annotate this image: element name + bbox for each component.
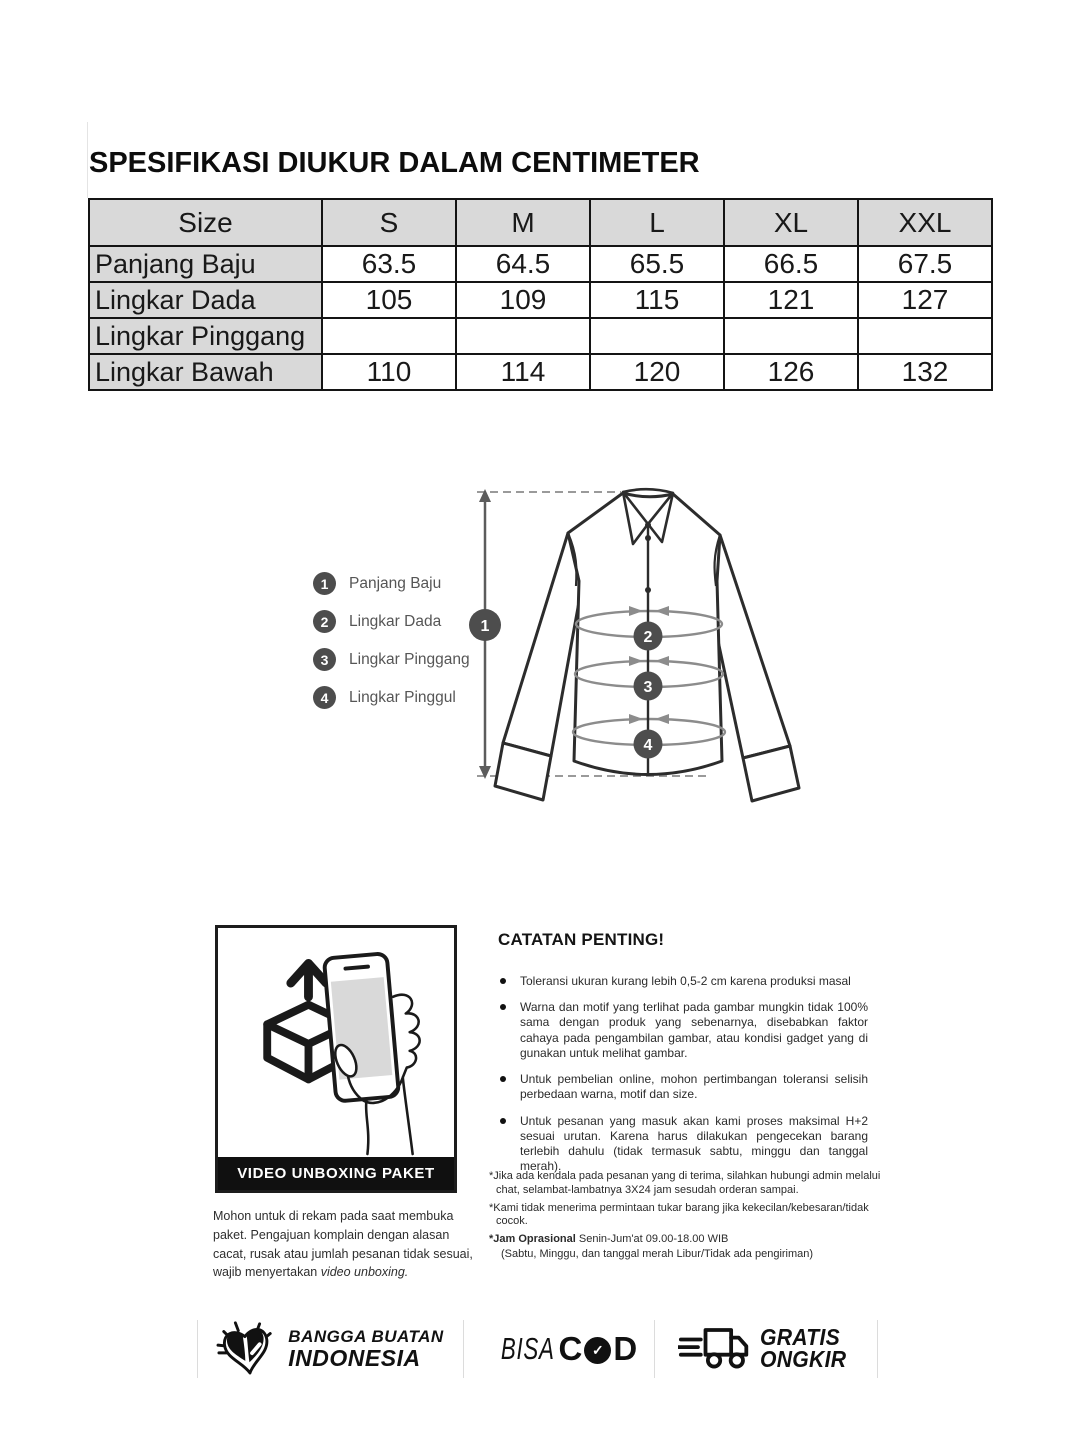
legend-label: Lingkar Dada (349, 612, 442, 630)
free-shipping-line1: GRATIS (760, 1324, 841, 1351)
table-cell (590, 318, 724, 354)
cod-check-icon: ✓ (584, 1337, 611, 1364)
legend-item (313, 648, 470, 671)
note-bullet: Untuk pembelian online, mohon pertimbangan toleransi selisih perbedaan warna, motif dan size. (498, 1072, 868, 1102)
shirt-diagram-illustration (455, 478, 845, 823)
made-in-line2: INDONESIA (288, 1344, 421, 1371)
cod-text (558, 1330, 637, 1368)
cod-letter-d: D (613, 1330, 638, 1367)
table-cell: 67.5 (858, 246, 992, 282)
footnote-bold: *Jam Oprasional (489, 1233, 576, 1245)
free-shipping-text (760, 1324, 847, 1372)
footnotes (489, 1170, 889, 1262)
legend-number-badge: 2 (313, 610, 336, 633)
col-header-l: L (590, 199, 724, 246)
col-header-m: M (456, 199, 590, 246)
table-cell: 132 (858, 354, 992, 390)
table-cell (724, 318, 858, 354)
badge-bisa-cod (463, 1318, 654, 1380)
badge-gratis-ongkir (654, 1318, 878, 1380)
legend-number-badge: 3 (313, 648, 336, 671)
important-notes (498, 930, 868, 1186)
bisa-text: BISA (500, 1331, 555, 1366)
measure-badge-3 (634, 672, 663, 701)
col-header-xl: XL (724, 199, 858, 246)
phone-icon (324, 953, 399, 1101)
measurement-legend (313, 572, 470, 724)
col-header-size: Size (89, 199, 322, 246)
svg-text:1: 1 (480, 618, 490, 635)
table-row (89, 318, 992, 354)
legend-label: Lingkar Pinggul (349, 688, 456, 706)
unboxing-illustration (218, 930, 454, 1156)
footnote (489, 1233, 889, 1247)
up-arrow-icon (291, 963, 326, 996)
svg-text:2: 2 (643, 629, 653, 646)
table-cell: 65.5 (590, 246, 724, 282)
table-cell: 64.5 (456, 246, 590, 282)
table-cell: 105 (322, 282, 456, 318)
footnote: (Sabtu, Minggu, dan tanggal merah Libur/Tidak ada pengiriman) (501, 1247, 814, 1260)
note-bullet: Untuk pesanan yang masuk akan kami proses maksimal H+2 sesuai urutan. Karena harus dilakukan pengecekan barang terlebih dahulu (tidak termasuk sabtu, minggu dan tanggal merah). (498, 1114, 868, 1175)
table-cell: 63.5 (322, 246, 456, 282)
video-unboxing-card (215, 925, 457, 1193)
table-cell: 121 (724, 282, 858, 318)
legend-item (313, 572, 470, 595)
table-cell: 109 (456, 282, 590, 318)
legend-label: Lingkar Pinggang (349, 650, 470, 668)
table-row (89, 246, 992, 282)
free-shipping-line2: ONGKIR (760, 1346, 847, 1372)
caption-text: Mohon untuk di rekam pada saat membuka paket. Pengajuan komplain dengan alasan cacat, rusak atau jumlah pesanan tidak sesuai, wajib menyertakan (213, 1209, 473, 1280)
footnote: *Kami tidak menerima permintaan tukar barang jika kekecilan/kebesaran/tidak cocok. (489, 1201, 869, 1228)
gridline-artifact (87, 122, 88, 198)
table-row (89, 282, 992, 318)
footnote-rest: Senin-Jum'at 09.00-18.00 WIB (575, 1233, 729, 1245)
row-label: Lingkar Bawah (89, 354, 322, 390)
table-cell (322, 318, 456, 354)
table-cell: 114 (456, 354, 590, 390)
badge-bangga-buatan-indonesia (197, 1318, 463, 1380)
caption-italic: video unboxing. (320, 1265, 409, 1280)
note-bullet: Warna dan motif yang terlihat pada gambar mungkin tidak 100% sama dengan produk yang sebenarnya, disebabkan faktor cahaya pada pengambilan gambar, atau kondisi gadget yang di gunakan untuk melihat gambar. (498, 1000, 868, 1061)
legend-number-badge: 4 (313, 686, 336, 709)
table-cell: 66.5 (724, 246, 858, 282)
col-header-s: S (322, 199, 456, 246)
size-table (88, 198, 993, 391)
notes-heading: CATATAN PENTING! (498, 930, 665, 949)
legend-item (313, 610, 470, 633)
unboxing-caption (213, 1207, 477, 1282)
notes-list (498, 974, 868, 1175)
table-cell: 115 (590, 282, 724, 318)
row-label: Panjang Baju (89, 246, 322, 282)
cod-letter-c: C (558, 1330, 583, 1367)
measure-badge-1 (469, 609, 501, 641)
measure-badge-2 (634, 622, 663, 651)
footnote: *Jika ada kendala pada pesanan yang di terima, silahkan hubungi admin melalui chat, selambat-lambatnya 3X24 jam sesudah orderan sampai. (489, 1170, 881, 1196)
legend-label: Panjang Baju (349, 574, 442, 592)
row-label: Lingkar Dada (89, 282, 322, 318)
table-cell (858, 318, 992, 354)
legend-number-badge: 1 (313, 572, 336, 595)
truck-icon (678, 1322, 752, 1376)
table-cell: 127 (858, 282, 992, 318)
col-header-xxl: XXL (858, 199, 992, 246)
heart-logo-icon (216, 1319, 278, 1379)
made-in-line1: BANGGA BUATAN (288, 1327, 444, 1346)
unboxing-banner: VIDEO UNBOXING PAKET (218, 1157, 454, 1190)
table-cell: 120 (590, 354, 724, 390)
table-row (89, 354, 992, 390)
page-title: SPESIFIKASI DIUKUR DALAM CENTIMETER (89, 147, 700, 180)
svg-text:4: 4 (643, 737, 653, 754)
made-in-text (288, 1328, 443, 1370)
table-cell (456, 318, 590, 354)
measure-badge-4 (634, 730, 663, 759)
size-table-header-row (89, 199, 992, 246)
note-bullet: Toleransi ukuran kurang lebih 0,5-2 cm karena produksi masal (498, 974, 868, 989)
row-label: Lingkar Pinggang (89, 318, 322, 354)
svg-text:3: 3 (643, 679, 653, 696)
legend-item (313, 686, 470, 709)
table-cell: 110 (322, 354, 456, 390)
table-cell: 126 (724, 354, 858, 390)
